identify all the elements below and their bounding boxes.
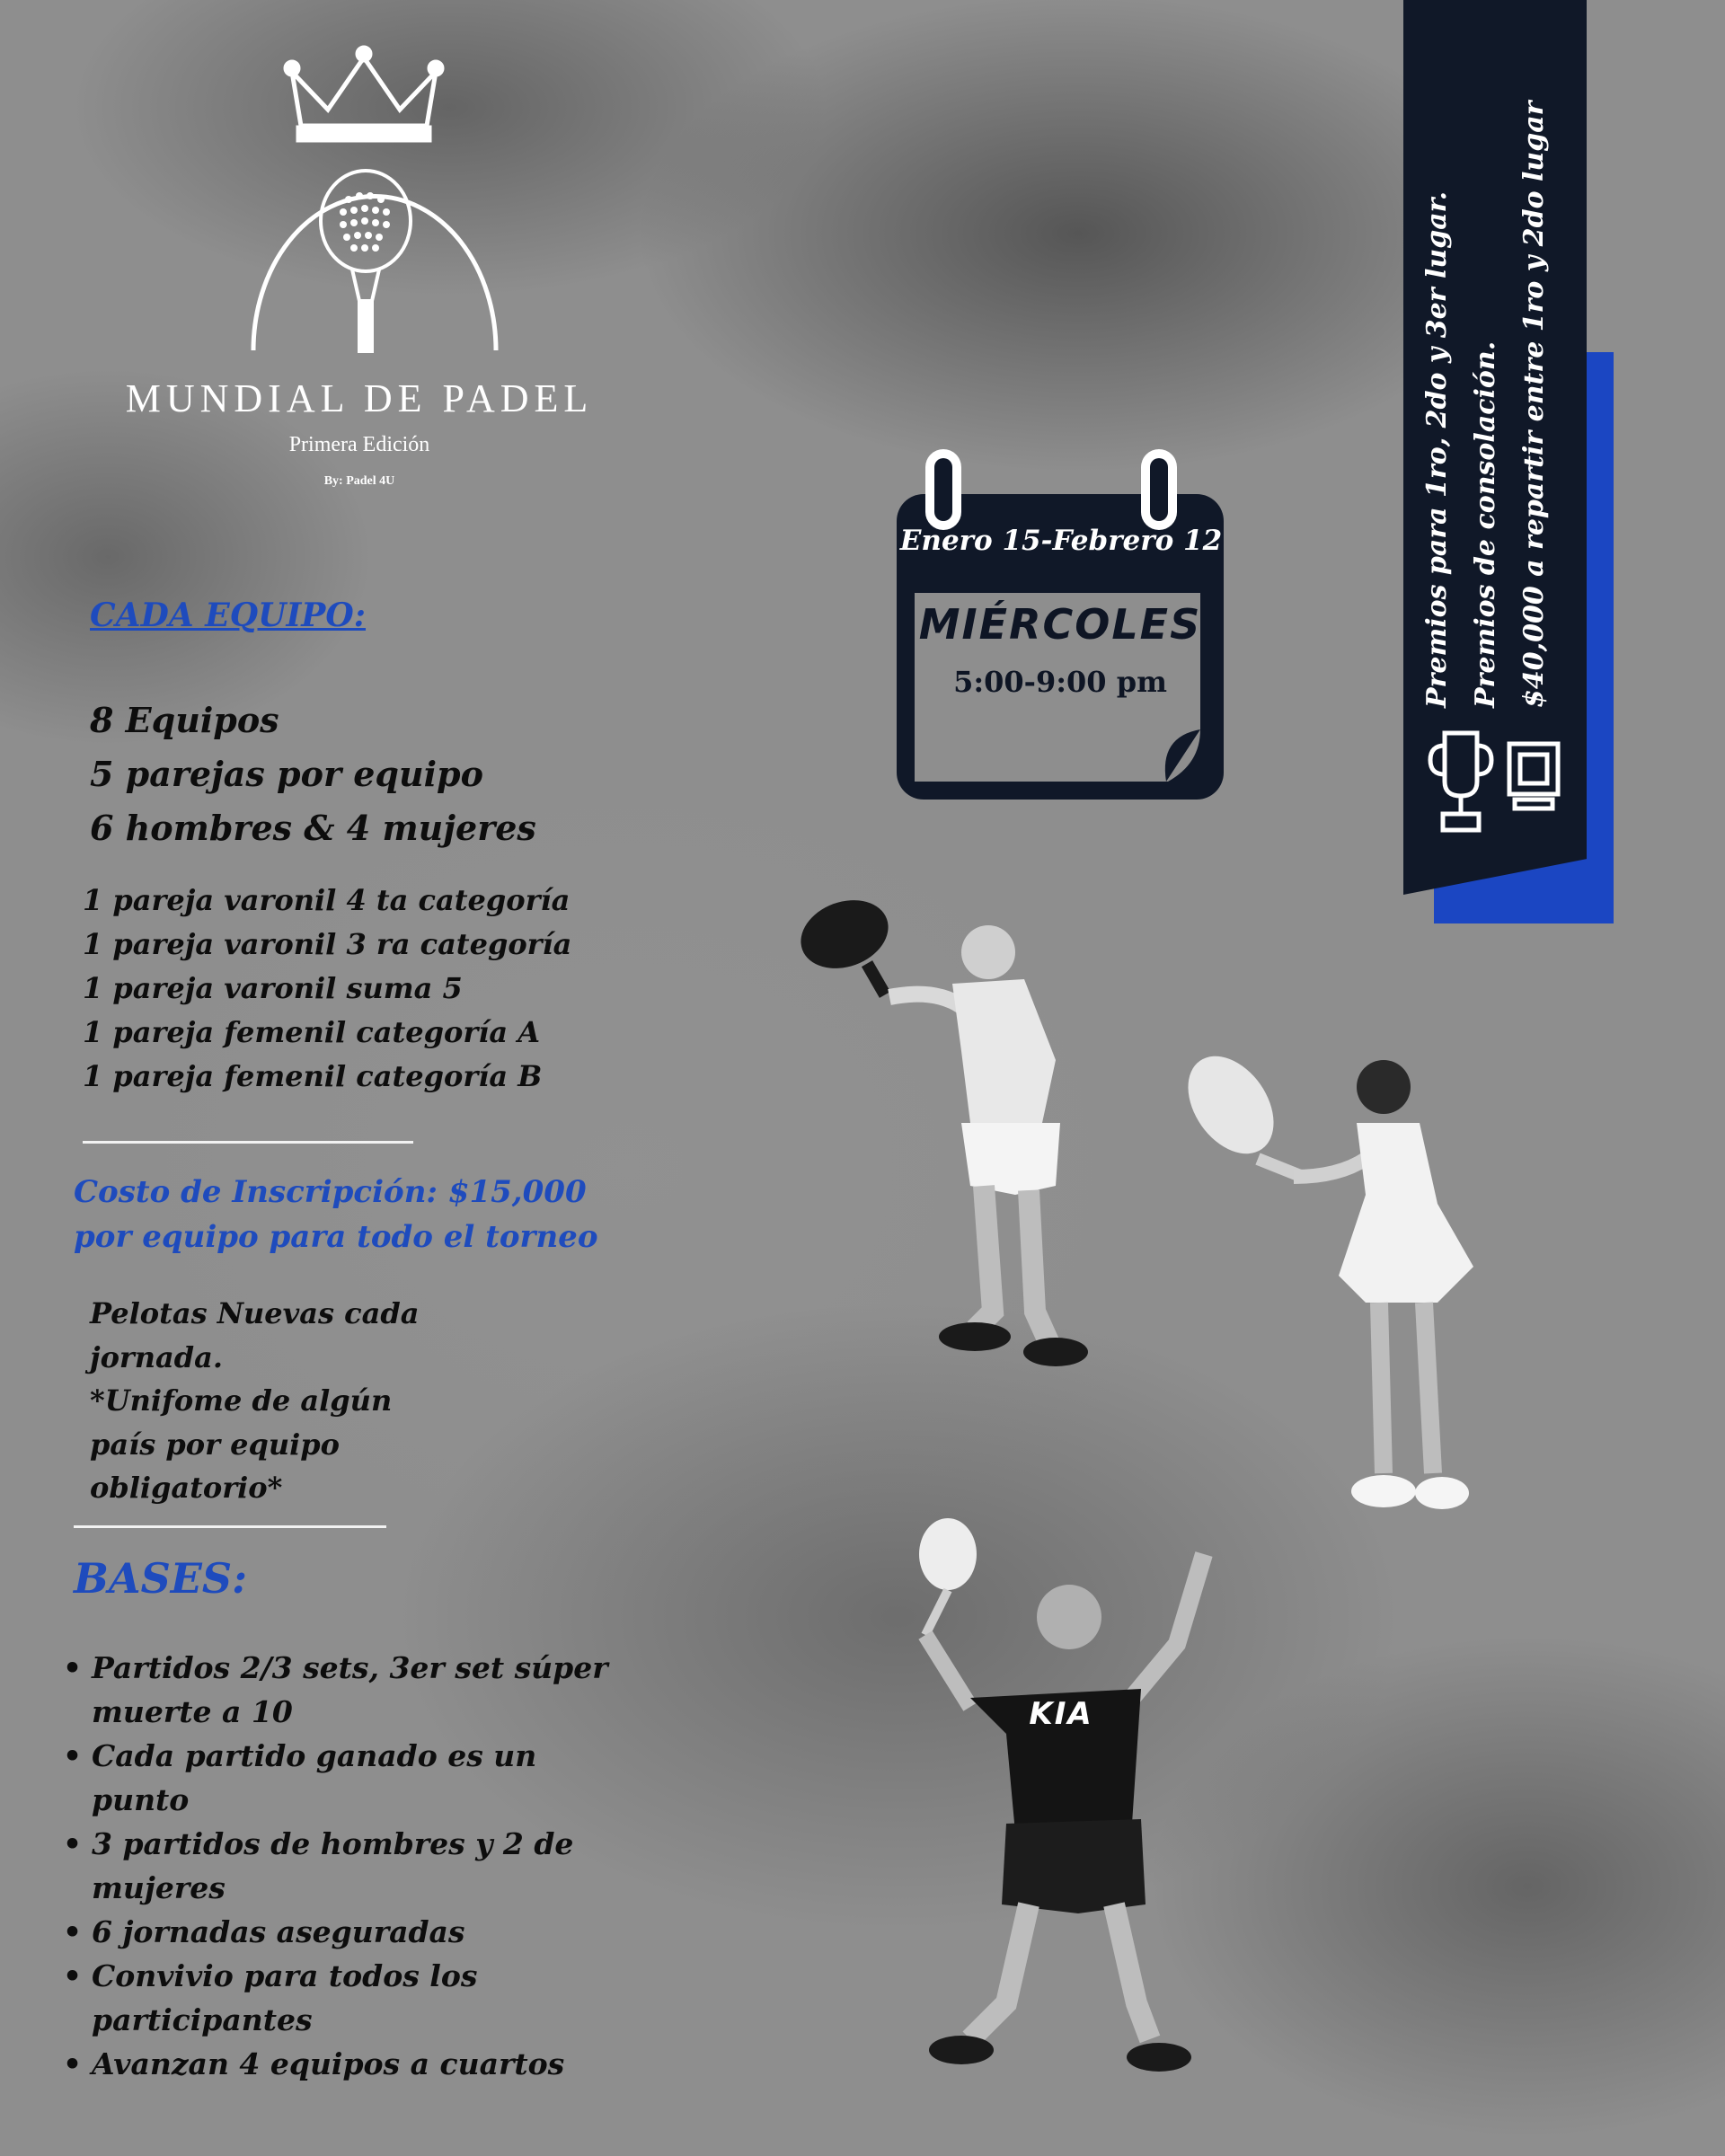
list-item: • 3 partidos de hombres y 2 de mujeres: [63, 1822, 638, 1910]
player-man-image: [800, 898, 1123, 1383]
note-line: país por equipo: [90, 1427, 341, 1462]
player-kia-image: [898, 1518, 1240, 2093]
logo-by: By: Padel 4U: [323, 474, 395, 488]
bases-list: [63, 1646, 638, 2086]
prize-line: Premios para 1ro, 2do y 3er lugar.: [1421, 190, 1453, 708]
registration-cost: [74, 1170, 598, 1259]
list-item: • Partidos 2/3 sets, 3er set súper muerte a 10: [63, 1646, 638, 1734]
trophy-icon: [1506, 740, 1561, 812]
calendar-time: 5:00-9:00 pm: [953, 665, 1167, 699]
divider: [74, 1525, 386, 1528]
team-heading: CADA EQUIPO:: [90, 596, 367, 634]
list-item: 1 pareja varonil suma 5: [83, 971, 463, 1005]
bases-heading: BASES:: [74, 1554, 248, 1603]
pairs-list: [83, 879, 571, 1099]
list-item: 1 pareja varonil 3 ra categoría: [83, 927, 572, 961]
cost-line: Costo de Inscripción: $15,000: [74, 1174, 587, 1210]
list-item: • Convivio para todos los participantes: [63, 1954, 638, 2042]
logo-subtitle: Primera Edición: [288, 433, 430, 456]
list-item: 1 pareja femenil categoría A: [83, 1015, 541, 1049]
team-stats: [90, 694, 536, 855]
list-item: • 6 jornadas aseguradas: [63, 1910, 638, 1954]
trophy-icon: [1427, 728, 1495, 835]
note-line: *Unifome de algún: [90, 1383, 393, 1418]
note-line: Pelotas Nuevas cada: [90, 1296, 420, 1330]
stat-teams: 8 Equipos: [90, 700, 279, 740]
player-woman-image: [1186, 1042, 1536, 1554]
prize-line: Premios de consolación.: [1470, 340, 1501, 708]
kia-logo: KIA: [1029, 1696, 1093, 1732]
calendar-dates: Enero 15-Febrero 12: [899, 525, 1223, 557]
divider: [83, 1141, 413, 1144]
balls-note: [90, 1292, 431, 1510]
list-item: • Cada partido ganado es un punto: [63, 1734, 638, 1822]
note-line: jornada.: [90, 1339, 224, 1374]
stat-players: 6 hombres & 4 mujeres: [90, 808, 536, 848]
prize-line: $40,000 a repartir entre 1ro y 2do lugar: [1518, 101, 1550, 708]
note-line: obligatorio*: [90, 1471, 283, 1505]
list-item: • Avanzan 4 equipos a cuartos: [63, 2042, 638, 2086]
calendar-day: MIÉRCOLES: [918, 600, 1202, 649]
cost-line: por equipo para todo el torneo: [74, 1219, 598, 1255]
list-item: 1 pareja femenil categoría B: [83, 1059, 543, 1093]
crown-icon: [286, 48, 442, 140]
logo-title: MUNDIAL DE PADEL: [125, 376, 594, 420]
stat-pairs: 5 parejas por equipo: [90, 754, 483, 794]
list-item: 1 pareja varonil 4 ta categoría: [83, 883, 571, 917]
